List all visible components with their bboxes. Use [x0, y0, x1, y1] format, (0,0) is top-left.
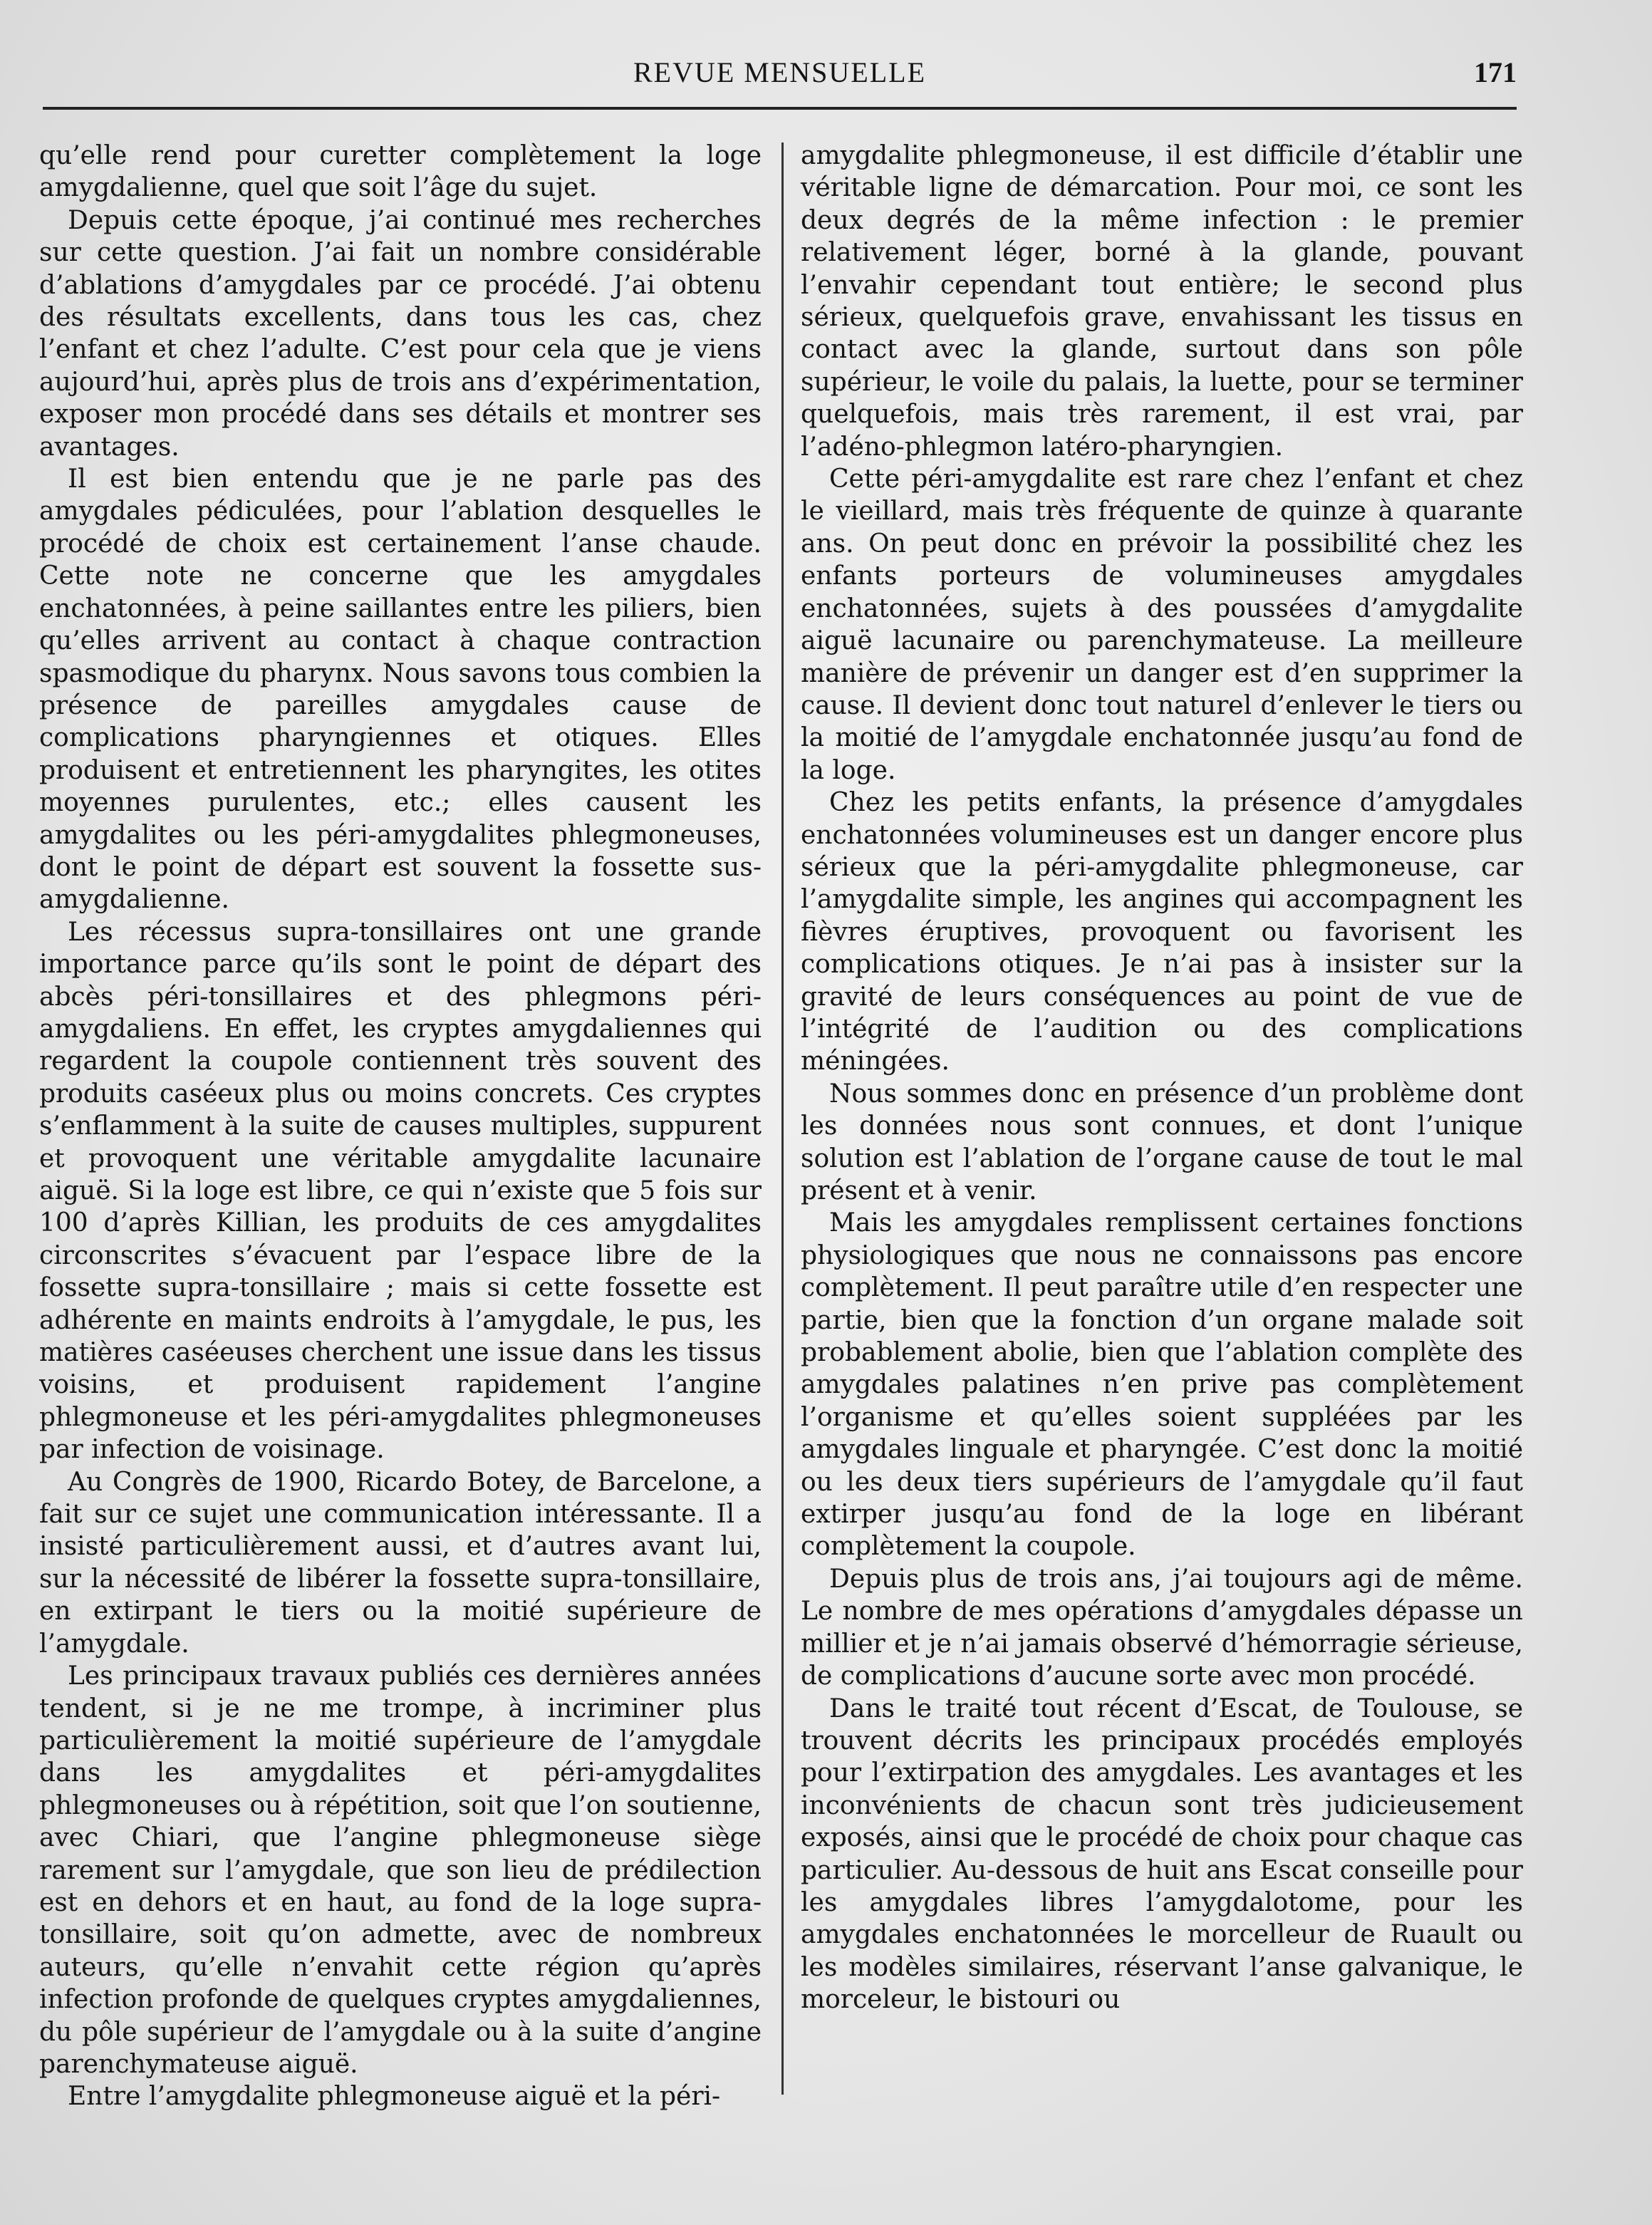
paragraph: Les récessus supra-tonsillaires ont une grande importance parce qu’ils sont le point de départ des abcès péri-tonsillaires et des phlegmons péri-amygdaliens. En effet, les cryptes amygdaliennes qui regardent la coupole contiennent très souvent des produits caséeux plus ou moins concrets. Ces cryptes s’enflamment à la suite de causes multiples, suppurent et provoquent une véritable amygdalite lacunaire aiguë. Si la loge est libre, ce qui n’existe que 5 fois sur 100 d’après Killian, les produits de ces amygdalites circonscrites s’évacuent par l’espace libre de la fossette supra-tonsillaire ; mais si cette fossette est adhérente en maints endroits à l’amygdale, le pus, les matières caséeuses cherchent une issue dans les tissus voisins, et produisent rapidement l’angine phlegmoneuse et les péri-amygdalites phlegmoneuses par infection de voisinage.	[39, 917, 762, 1465]
paragraph: qu’elle rend pour curetter complètement la loge amygdalienne, quel que soit l’âge du sujet.	[39, 141, 762, 203]
paragraph: Dans le traité tout récent d’Escat, de Toulouse, se trouvent décrits les principaux procédés employés pour l’extirpation des amygdales. Les avantages et les inconvénients de chacun sont très judicieusement exposés, ainsi que le procédé de choix pour chaque cas particulier. Au-dessous de huit ans Escat conseille pour les amygdales libres l’amygdalotome, pour les amygdales enchatonnées le morcelleur de Ruault ou les modèles similaires, réservant l’anse galvanique, le morceleur, le bistouri ou	[801, 1694, 1523, 2015]
left-column	[39, 140, 762, 2113]
paragraph: Chez les petits enfants, la présence d’amygdales enchatonnées volumineuses est un danger encore plus sérieux que la péri-amygdalite phlegmoneuse, car l’amygdalite simple, les angines qui accompagnent les fièvres éruptives, provoquent ou favorisent les complications otiques. Je n’ai pas à insister sur la gravité de leurs conséquences au point de vue de l’intégrité de l’audition ou des complications méningées.	[801, 788, 1523, 1077]
paragraph: Au Congrès de 1900, Ricardo Botey, de Barcelone, a fait sur ce sujet une communication intéressante. Il a insisté particulièrement aussi, et d’autres avant lui, sur la nécessité de libérer la fossette supra-tonsillaire, en extirpant le tiers ou la moitié supérieure de l’amygdale.	[39, 1467, 762, 1659]
right-column	[801, 140, 1523, 2016]
paragraph: Les principaux travaux publiés ces dernières années tendent, si je ne me trompe, à incriminer plus particulièrement la moitié supérieure de l’amygdale dans les amygdalites et péri-amygdalites phlegmoneuses ou à répétition, soit que l’on soutienne, avec Chiari, que l’angine phlegmoneuse siège rarement sur l’amygdale, que son lieu de prédilection est en dehors et en haut, au fond de la loge supra-tonsillaire, soit qu’on admette, avec de nombreux auteurs, qu’elle n’envahit cette région qu’après infection profonde de quelques cryptes amygdaliennes, du pôle supérieur de l’amygdale ou à la suite d’angine parenchymateuse aiguë.	[39, 1661, 762, 2079]
journal-title: REVUE MENSUELLE	[633, 56, 927, 88]
header-rule	[43, 107, 1517, 110]
running-header	[43, 50, 1517, 93]
paragraph: Il est bien entendu que je ne parle pas des amygdales pédiculées, pour l’ablation desquelles le procédé de choix est certainement l’anse chaude. Cette note ne concerne que les amygdales enchatonnées, à peine saillantes entre les piliers, bien qu’elles arrivent au contact à chaque contraction spasmodique du pharynx. Nous savons tous combien la présence de pareilles amygdales cause de complications pharyngiennes et otiques. Elles produisent et entretiennent les pharyngites, les otites moyennes purulentes, etc.; elles causent les amygdalites ou les péri-amygdalites phlegmoneuses, dont le point de départ est souvent la fossette sus-amygdalienne.	[39, 465, 762, 915]
page-number: 171	[1474, 56, 1517, 88]
column-divider	[781, 142, 784, 2095]
paragraph: Cette péri-amygdalite est rare chez l’enfant et chez le vieillard, mais très fréquente de quinze à quarante ans. On peut donc en prévoir la possibilité chez les enfants porteurs de volumineuses amygdales enchatonnées, sujets à des poussées d’amygdalite aiguë lacunaire ou parenchymateuse. La meilleure manière de prévenir un danger est d’en supprimer la cause. Il devient donc tout naturel d’enlever le tiers ou la moitié de l’amygdale enchatonnée jusqu’au fond de la loge.	[801, 465, 1523, 785]
paragraph: Nous sommes donc en présence d’un problème dont les données nous sont connues, et dont l’unique solution est l’ablation de l’organe cause de tout le mal présent et à venir.	[801, 1079, 1523, 1205]
paragraph: Mais les amygdales remplissent certaines fonctions physiologiques que nous ne connaissons pas encore complètement. Il peut paraître utile d’en respecter une partie, bien que la fonction d’un organe malade soit probablement abolie, bien que l’ablation complète des amygdales palatines n’en prive pas complètement l’organisme et qu’elles soient suppléées par les amygdales linguale et pharyngée. C’est donc la moitié ou les deux tiers supérieurs de l’amygdale qu’il faut extirper jusqu’au fond de la loge en libérant complètement la coupole.	[801, 1208, 1523, 1562]
paragraph: Entre l’amygdalite phlegmoneuse aiguë et la péri-	[68, 2082, 721, 2112]
paragraph: Depuis cette époque, j’ai continué mes recherches sur cette question. J’ai fait un nombre considérable d’ablations d’amygdales par ce procédé. J’ai obtenu des résultats excellents, dans tous les cas, chez l’enfant et chez l’adulte. C’est pour cela que je viens aujourd’hui, après plus de trois ans d’expérimentation, exposer mon procédé dans ses détails et montrer ses avantages.	[39, 205, 762, 462]
paragraph: amygdalite phlegmoneuse, il est difficile d’établir une véritable ligne de démarcation. Pour moi, ce sont les deux degrés de la même infection : le premier relativement léger, borné à la glande, pouvant l’envahir cependant tout entière; le second plus sérieux, quelquefois grave, envahissant les tissus en contact avec la glande, surtout dans son pôle supérieur, le voile du palais, la luette, pour se terminer quelquefois, mais très rarement, il est vrai, par l’adéno-phlegmon latéro-pharyngien.	[801, 141, 1523, 462]
paragraph: Depuis plus de trois ans, j’ai toujours agi de même. Le nombre de mes opérations d’amygdales dépasse un millier et je n’ai jamais observé d’hémorragie sérieuse, de complications d’aucune sorte avec mon procédé.	[801, 1564, 1523, 1691]
